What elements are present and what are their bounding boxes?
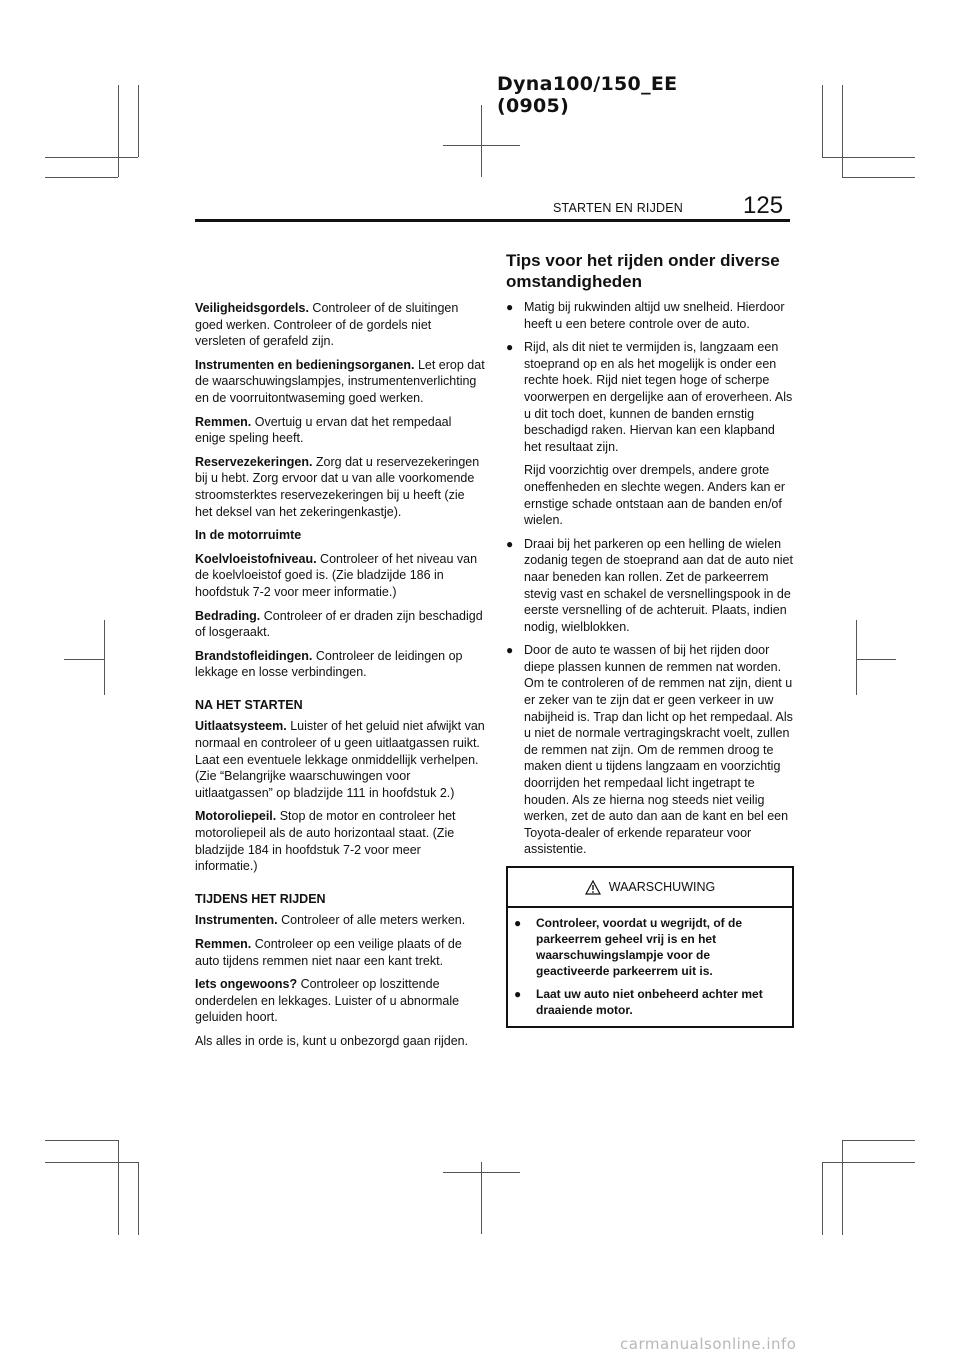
warning-item: ● Controleer, voordat u wegrijdt, of de parkeerrem geheel vrij is en het waarschuwingslampje voor de geactiveerde parkeerrem uit is.	[514, 916, 743, 978]
list-item: ● Door de auto te wassen of bij het rijden door diepe plassen kunnen de remmen nat worden. Om te controleren of de remmen nat zijn, dient u er zeker van te zijn dat er geen verkeer in uw nabijheid is. Trap dan licht op het rempedaal. Als u niet de normale vertragingskracht voelt, zullen de remmen nat zijn. Om de remmen droog te maken dient u tijdens langzaam en voorzichtig doorrijden het rempedaal licht ingetrapt te houden. Als ze hierna nog steeds niet veilig werken, zet de auto dan aan de kant en bel een Toyota-dealer of erkende reparateur voor assistentie.	[506, 643, 793, 857]
list-item: ● Draai bij het parkeren op een helling de wielen zodanig tegen de stoeprand aan dat de auto niet naar beneden kan rollen. Zet de parkeerrem stevig vast en schakel de versnellingspook in de eerste versnelling of de achteruit. Plaats, indien nodig, wielblokken.	[506, 536, 793, 634]
bullet-icon: ●	[506, 536, 514, 551]
warning-title: WAARSCHUWING	[608, 879, 716, 894]
list-item: ● Rijd, als dit niet te vermijden is, langzaam een stoeprand op en als het mogelijk is onder een rechte hoek. Rijd niet tegen hoge of scherpe voorwerpen en dergelijke aan of eroverheen. Als u dit toch doet, kunnen de banden ernstig beschadigd raken. Hiervan kan een klapband het resultaat zijn.	[506, 340, 793, 454]
warning-item: ● Laat uw auto niet onbeheerd achter met draaiende motor.	[514, 987, 763, 1017]
bullet-icon: ●	[506, 643, 514, 658]
left-column	[195, 300, 485, 1057]
warning-box	[506, 866, 794, 1028]
paragraph-exhaust: Uitlaatsysteem. Luister of het geluid niet afwijkt van normaal en controleer of u geen uitlaatgassen ruikt. Laat een eventuele lekkage onmiddellijk verhelpen. (Zie “Belangrijke waarschuwingen voor uitlaatgassen” op bladzijde 111 in hoofdstuk 2.)	[195, 719, 485, 800]
list-item: ● Matig bij rukwinden altijd uw snelheid. Hierdoor heeft u een betere controle over de auto.	[506, 300, 785, 331]
paragraph-gauges: Instrumenten. Controleer of alle meters werken.	[195, 913, 466, 928]
watermark: carmanualsonline.info	[620, 1335, 797, 1353]
subheading-engine-bay: In de motorruimte	[195, 528, 302, 543]
warning-header	[508, 868, 792, 908]
paragraph-instruments: Instrumenten en bedieningsorganen. Let erop dat de waarschuwingslampjes, instrumentenverlichting en de voorruitontwaseming goed werken.	[195, 357, 485, 405]
section-label: STARTEN EN RIJDEN	[553, 201, 684, 215]
paragraph-brakes: Remmen. Overtuig u ervan dat het rempedaal enige speling heeft.	[195, 414, 452, 446]
warning-triangle-icon	[585, 880, 601, 895]
section-heading: Tips voor het rijden onder diverse omstandigheden	[506, 251, 780, 291]
heading-while-driving: TIJDENS HET RIJDEN	[195, 891, 326, 906]
paragraph-engine-oil: Motoroliepeil. Stop de motor en controleer het motoroliepeil als de auto horizontaal staat. (Zie bladzijde 184 in hoofdstuk 7-2 voor meer informatie.)	[195, 809, 456, 874]
heading-after-start: NA HET STARTEN	[195, 697, 303, 712]
bullet-icon: ●	[514, 916, 522, 930]
paragraph-brakes-check: Remmen. Controleer op een veilige plaats of de auto tijdens remmen niet naar een kant trekt.	[195, 937, 462, 968]
list-item-continuation: Rijd voorzichtig over drempels, andere grote oneffenheden en slechte wegen. Anders kan er ernstige schade ontstaan aan de banden en/of wielen.	[524, 463, 786, 528]
paragraph-coolant: Koelvloeistofniveau. Controleer of het niveau van de koelvloeistof goed is. (Zie bladzijde 186 in hoofdstuk 7-2 voor meer informatie.)	[195, 551, 478, 599]
page-number: 125	[743, 192, 784, 219]
paragraph-all-ok: Als alles in orde is, kunt u onbezorgd gaan rijden.	[195, 1033, 469, 1048]
paragraph-unusual: Iets ongewoons? Controleer op loszittende onderdelen en lekkages. Luister of u abnormale geluiden hoort.	[195, 977, 460, 1025]
right-column	[506, 250, 794, 1028]
paragraph-fuel-lines: Brandstofleidingen. Controleer de leidingen op lekkage en losse verbindingen.	[195, 648, 463, 680]
paragraph-fuses: Reservezekeringen. Zorg dat u reservezekeringen bij u hebt. Zorg ervoor dat u van alle voorkomende stroomsterktes reservezekeringen bij u heeft (zie het deksel van het zekeringenkastje).	[195, 454, 480, 519]
bullet-icon: ●	[506, 340, 514, 355]
bullet-icon: ●	[506, 300, 514, 314]
header-rule	[195, 219, 790, 222]
bullet-icon: ●	[514, 987, 522, 1001]
document-id: Dyna100/150_EE (0905)	[497, 73, 678, 117]
paragraph-seatbelts: Veiligheidsgordels. Controleer of de sluitingen goed werken. Controleer of de gordels niet versleten of gerafeld zijn.	[195, 301, 459, 349]
paragraph-wiring: Bedrading. Controleer of er draden zijn beschadigd of losgeraakt.	[195, 608, 483, 640]
